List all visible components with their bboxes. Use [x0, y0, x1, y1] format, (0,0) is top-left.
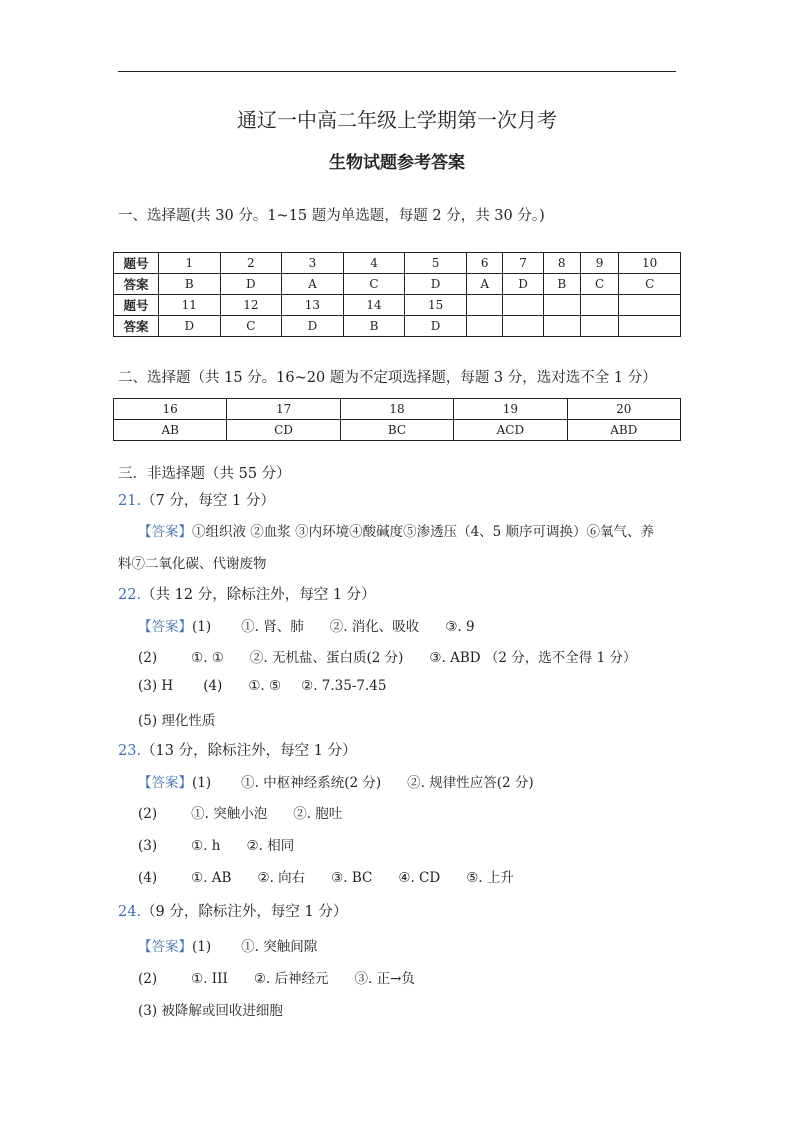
cell: C	[220, 316, 282, 337]
question-22-answer-line-3	[138, 678, 386, 694]
question-number: 22.	[118, 587, 142, 603]
cell: 5	[405, 253, 467, 274]
cell: 18	[340, 399, 453, 420]
cell: D	[405, 316, 467, 337]
question-points: （13 分，除标注外，每空 1 分）	[141, 743, 357, 759]
answer-item: ③. 正→负	[354, 971, 415, 987]
question-23-answer-line-3	[138, 834, 294, 854]
cell: D	[503, 274, 543, 295]
table-row	[114, 295, 681, 316]
cell	[580, 295, 619, 316]
answer-item: ②. 相同	[246, 838, 295, 854]
cell: ACD	[454, 420, 567, 441]
question-23-heading	[118, 739, 357, 760]
cell: 14	[343, 295, 405, 316]
cell: 15	[405, 295, 467, 316]
part-label: (1)	[192, 775, 212, 791]
row-label: 题号	[114, 295, 159, 316]
cell: 6	[466, 253, 503, 274]
page-title: 通辽一中高二年级上学期第一次月考	[237, 108, 557, 132]
question-number: 21.	[118, 493, 142, 509]
answer-tag: 【答案】	[138, 619, 192, 635]
cell: 7	[503, 253, 543, 274]
question-21-heading	[118, 489, 275, 510]
answer-item: ①. ⑤	[248, 678, 282, 694]
section-2-heading: 二、选择题（共 15 分。16~20 题为不定项选择题，每题 3 分，选对选不全 1 分）	[118, 370, 657, 386]
section-1-heading: 一、选择题(共 30 分。1~15 题为单选题，每题 2 分，共 30 分。)	[118, 208, 545, 224]
cell	[503, 295, 543, 316]
part-label: (1)	[192, 939, 212, 955]
cell: D	[282, 316, 344, 337]
answer-item: ②. 规律性应答(2 分)	[407, 775, 534, 791]
answer-item: ②. 消化、吸收	[329, 619, 420, 635]
question-21-answer-line-1	[138, 520, 654, 540]
part-label: (1)	[192, 619, 212, 635]
part-label: (4)	[203, 678, 223, 694]
question-23-answer-line-1	[138, 771, 534, 791]
question-23-answer-line-4	[138, 866, 514, 886]
part-label: (3)	[138, 838, 158, 854]
question-points: （共 12 分，除标注外，每空 1 分）	[141, 587, 376, 603]
cell: D	[220, 274, 282, 295]
cell: C	[619, 274, 681, 295]
question-points: （7 分，每空 1 分）	[141, 493, 275, 509]
part-label: (3) H	[138, 678, 174, 694]
answer-item: ①. 突触间隙	[241, 939, 318, 955]
cell: C	[343, 274, 405, 295]
cell: 20	[567, 399, 680, 420]
answer-item: ②. 向右	[257, 870, 306, 886]
cell: 10	[619, 253, 681, 274]
cell: 1	[159, 253, 221, 274]
answer-item: ①. ①	[191, 650, 224, 666]
table-row	[114, 274, 681, 295]
cell: 11	[159, 295, 221, 316]
cell: 2	[220, 253, 282, 274]
question-23-answer-line-2	[138, 802, 342, 822]
section-3-heading: 三．非选择题（共 55 分）	[118, 466, 291, 482]
header-rule	[118, 71, 676, 72]
question-number: 24.	[118, 904, 142, 920]
answer-item: ③. BC	[331, 870, 373, 886]
table-row	[114, 399, 681, 420]
question-points: （9 分，除标注外，每空 1 分）	[141, 904, 348, 920]
question-22-answer-line-4: (5) 理化性质	[138, 713, 216, 729]
cell: 8	[543, 253, 580, 274]
cell: A	[466, 274, 503, 295]
table-row	[114, 253, 681, 274]
cell: AB	[114, 420, 227, 441]
answer-item: ③. 9	[445, 619, 475, 635]
answer-item: ①. AB	[191, 870, 232, 886]
cell	[466, 316, 503, 337]
cell	[503, 316, 543, 337]
row-label: 答案	[114, 274, 159, 295]
question-24-answer-line-3: (3) 被降解或回收进细胞	[138, 1003, 283, 1019]
cell: 19	[454, 399, 567, 420]
cell: B	[543, 274, 580, 295]
cell	[619, 295, 681, 316]
answer-item: ②. 7.35-7.45	[301, 678, 387, 694]
answer-item: ②. 无机盐、蛋白质(2 分)	[249, 650, 404, 666]
question-22-heading	[118, 583, 376, 604]
answer-tag: 【答案】	[138, 524, 192, 540]
answer-table-multi-choice	[113, 398, 681, 441]
answer-table-single-choice	[113, 252, 681, 337]
table-row	[114, 420, 681, 441]
answer-item: ①. 肾、肺	[241, 619, 304, 635]
cell: 4	[343, 253, 405, 274]
cell	[543, 295, 580, 316]
cell: 9	[580, 253, 619, 274]
cell: CD	[227, 420, 340, 441]
answer-item: ①. 中枢神经系统(2 分)	[241, 775, 382, 791]
answer-tag: 【答案】	[138, 775, 192, 791]
question-24-heading	[118, 900, 347, 921]
part-label: (2)	[138, 650, 158, 666]
cell: D	[405, 274, 467, 295]
answer-item: ①. III	[191, 971, 228, 987]
cell	[543, 316, 580, 337]
table-row	[114, 316, 681, 337]
row-label: 答案	[114, 316, 159, 337]
cell: 17	[227, 399, 340, 420]
answer-item: ②. 后神经元	[253, 971, 329, 987]
answer-item: ③. ABD （2 分，选不全得 1 分）	[429, 650, 637, 666]
row-label: 题号	[114, 253, 159, 274]
question-21-answer-line-2: 料⑦二氧化碳、代谢废物	[118, 556, 267, 572]
part-label: (2)	[138, 806, 158, 822]
cell	[619, 316, 681, 337]
answer-item: ④. CD	[398, 870, 441, 886]
cell: ABD	[567, 420, 680, 441]
part-label: (4)	[138, 870, 158, 886]
cell: C	[580, 274, 619, 295]
cell: A	[282, 274, 344, 295]
answer-item: ①. 突触小泡	[191, 806, 268, 822]
question-22-answer-line-2	[138, 646, 636, 666]
cell: 12	[220, 295, 282, 316]
cell	[580, 316, 619, 337]
page-subtitle: 生物试题参考答案	[329, 153, 465, 173]
answer-item: ⑤. 上升	[466, 870, 514, 886]
cell: 16	[114, 399, 227, 420]
cell: 13	[282, 295, 344, 316]
cell	[466, 295, 503, 316]
part-label: (2)	[138, 971, 158, 987]
cell: B	[159, 274, 221, 295]
answer-tag: 【答案】	[138, 939, 192, 955]
cell: BC	[340, 420, 453, 441]
answer-item: ②. 胞吐	[293, 806, 343, 822]
answer-text: ①组织液 ②血浆 ③内环境④酸碱度⑤渗透压（4、5 顺序可调换）⑥氧气、养	[192, 524, 655, 540]
cell: B	[343, 316, 405, 337]
question-24-answer-line-2	[138, 967, 415, 987]
question-24-answer-line-1	[138, 935, 317, 955]
question-22-answer-line-1	[138, 615, 475, 635]
cell: D	[159, 316, 221, 337]
cell: 3	[282, 253, 344, 274]
question-number: 23.	[118, 743, 142, 759]
answer-item: ①. h	[191, 838, 221, 854]
